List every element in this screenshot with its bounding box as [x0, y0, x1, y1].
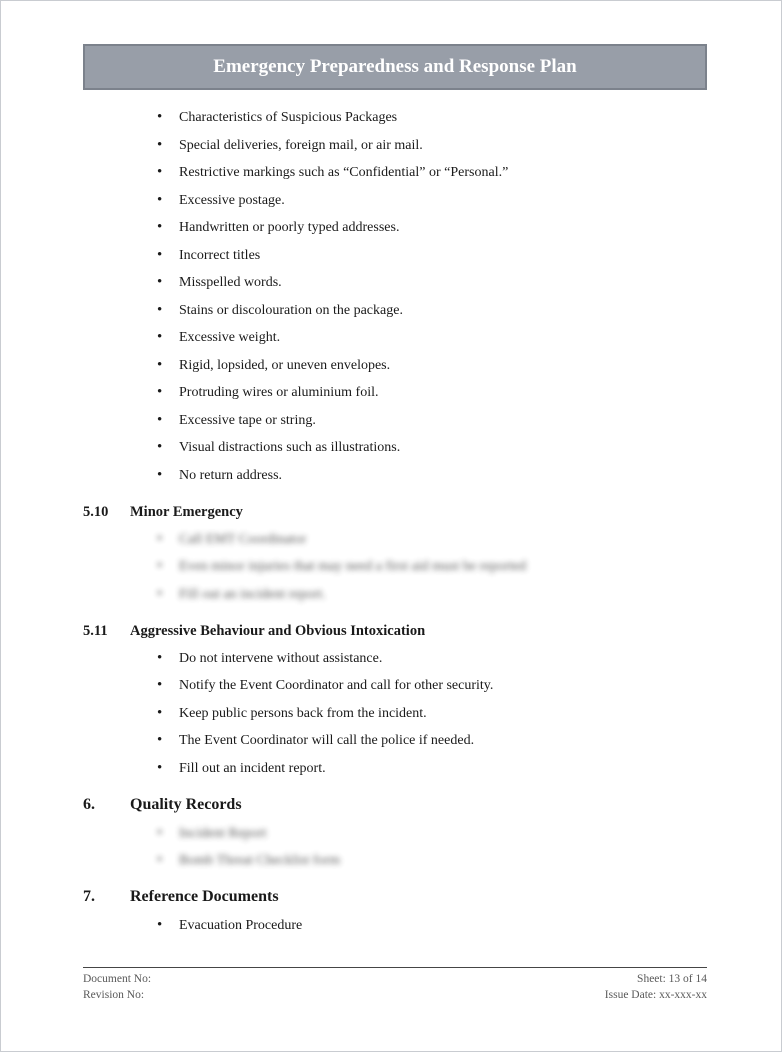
document-body	[83, 90, 707, 945]
section-number: 7.	[83, 888, 95, 905]
section-heading	[83, 502, 707, 522]
section-title: Minor Emergency	[130, 503, 243, 520]
footer-left	[83, 972, 151, 1003]
list-item-blurred: • Bomb Threat Checklist form	[83, 852, 707, 870]
header-banner	[83, 44, 707, 90]
page-footer	[83, 967, 707, 1003]
section-number: 5.10	[83, 503, 109, 520]
list-item-blurred: • Call EMT Coordinator	[83, 531, 707, 549]
intro-bullet-list	[83, 109, 707, 485]
document-no-label: Document No:	[83, 973, 152, 985]
revision-no-label: Revision No:	[83, 988, 145, 1001]
section-bullet-list	[83, 825, 707, 871]
list-item-blurred: • Fill out an incident report.	[83, 586, 707, 604]
section-heading	[83, 886, 707, 908]
list-item: • Do not intervene without assistance.	[83, 650, 707, 668]
list-item: • No return address.	[83, 467, 707, 485]
section-reference-documents	[83, 886, 707, 935]
list-item: • Handwritten or poorly typed addresses.	[83, 219, 707, 237]
sheet-number: Sheet: 13 of 14	[637, 973, 707, 985]
list-item-blurred: • Even minor injuries that may need a first aid must be reported	[83, 558, 707, 576]
list-item: • Visual distractions such as illustrations.	[83, 439, 707, 457]
section-title: Reference Documents	[130, 888, 279, 905]
issue-date: Issue Date: xx-xxx-xx	[604, 988, 707, 1001]
list-item: • Excessive weight.	[83, 329, 707, 347]
section-title: Aggressive Behaviour and Obvious Intoxication	[130, 622, 426, 639]
list-item: • Special deliveries, foreign mail, or air mail.	[83, 137, 707, 155]
list-item: • The Event Coordinator will call the police if needed.	[83, 732, 707, 750]
footer-right	[605, 972, 707, 1003]
section-number: 5.11	[83, 622, 108, 639]
list-item: • Excessive postage.	[83, 192, 707, 210]
list-item: • Keep public persons back from the incident.	[83, 705, 707, 723]
list-item: • Excessive tape or string.	[83, 412, 707, 430]
section-number: 6.	[83, 795, 95, 813]
section-heading	[83, 794, 707, 816]
section-bullet-list	[83, 531, 707, 604]
section-aggressive-behaviour	[83, 621, 707, 778]
section-quality-records	[83, 794, 707, 871]
section-heading	[83, 621, 707, 641]
list-item: • Stains or discolouration on the package.	[83, 302, 707, 320]
list-item: • Fill out an incident report.	[83, 760, 707, 778]
list-item: • Notify the Event Coordinator and call for other security.	[83, 677, 707, 695]
list-item: • Protruding wires or aluminium foil.	[83, 384, 707, 402]
list-item: • Misspelled words.	[83, 274, 707, 292]
list-item: • Restrictive markings such as “Confidential” or “Personal.”	[83, 164, 707, 182]
list-item: • Evacuation Procedure	[83, 917, 707, 935]
section-title: Quality Records	[130, 795, 242, 813]
list-item: • Incorrect titles	[83, 247, 707, 265]
section-minor-emergency	[83, 502, 707, 604]
section-bullet-list	[83, 650, 707, 778]
list-item: • Rigid, lopsided, or uneven envelopes.	[83, 357, 707, 375]
section-bullet-list	[83, 917, 707, 935]
list-item-blurred: • Incident Report	[83, 825, 707, 843]
page-title: Emergency Preparedness and Response Plan	[213, 56, 577, 77]
list-item: • Characteristics of Suspicious Packages	[83, 109, 707, 127]
